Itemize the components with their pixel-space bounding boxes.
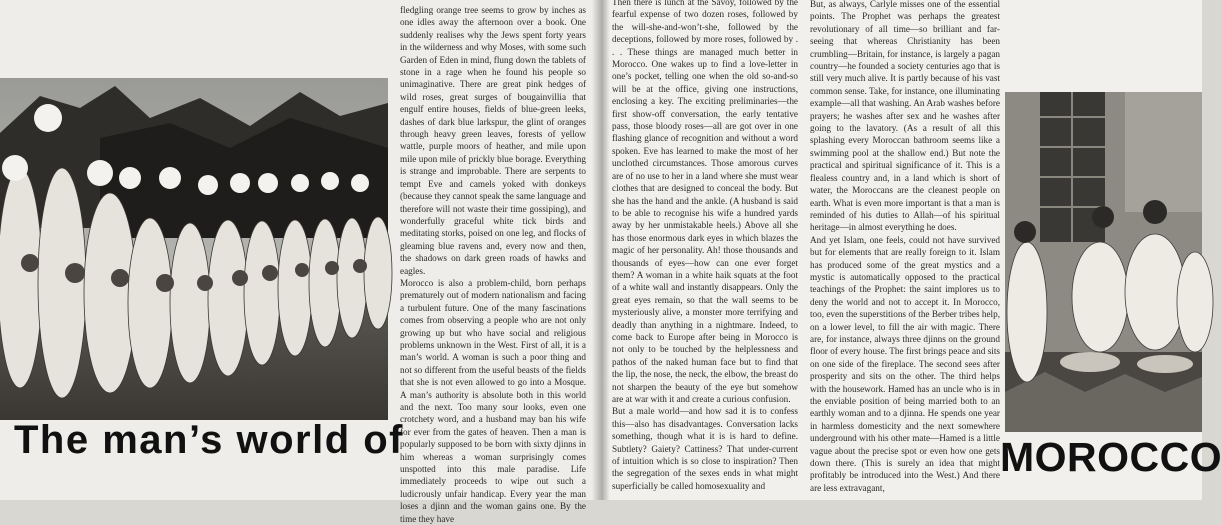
col3-paragraph-2: And yet Islam, one feels, could not have survived but for elements that are really foreign to it. Islam has produced some of the great mystics and a mystic is automatically opposed to the practical teachings of the Prophet: the saint implores us to deny the world and not to accept it. In Morocco, too, even the superstitions of the Berber tribes help, on a lower level, to fill the air with magic. There are, for instance, always three djinns on the ground floor of every house. The first brings peace and sits on one side of the fireplace. The second sees after prosperity and sits on the other. The third helps with the housework. Hamed has an uncle who is in the enviable position of being married both to an earthly woman and to a djinna. He spends one year in harmless domesticity and the next somewhere underground with his other mate—Hamed is a little vague about the precise spot or even how one gets down there. (This is surely an idea that might profitably be introduced into the West.) And there are less extravagant, [810,234,1000,493]
headline-right: MOROCCO [1000,434,1222,480]
photo-berber-dancers [0,78,388,420]
col1-paragraph-2: Morocco is also a problem-child, born perhaps prematurely out of modern nationalism and facing a turbulent future. One of the many fascinations comes from observing a people who are not only growing up but who have social and religious problems unknown in the West. First of all, it is a man’s world. A woman is such a poor thing and not so different from the useful beasts of the fields that she is not even allowed to go into a Mosque. A man’s authority is absolute both in this world and the next. Too many sour looks, even one crotchety word, and a husband may ban his wife for ever from the gates of heaven. Then a man is popularly supposed to be born with sixty djinns in him whereas a woman surprisingly comes unspotted into this male paradise. Life immediately proceeds to wipe out such a ludicrously unfair handicap. Every year the man loses a djinn and the woman gains one. By the time they have [400,277,586,524]
col1-paragraph-1: fledgling orange tree seems to grow by inches as one idles away the afternoon over a book. One suddenly realises why the Jews spent forty years in the wilderness and why Moses, with some such Garden of Eden in mind, flung down the tablets of stone in a rage when he found his people so unimaginative. There are great pink hedges of wild roses, great surges of bougainvillia that engulf entire houses, fields of blue-green leeks, dashes of dark blue larkspur, the glint of oranges through heavy green leaves, forests of yellow wattle, purple moors of heather, and mile upon mile upon mile of prickly blue borage. Everything is strange and improbable. There are serpents to tempt Eve and camels yoked with donkeys (because they cannot speak the same language and therefore will not waste their time gossiping), and wonderfully graceful white tick birds and meditating storks, poised on one leg, and flocks of gleaming blue ravens and, every now and then, the shadows on dark green roads of hawks and eagles. [400,5,586,276]
col2-paragraph-1: Then there is lunch at the Savoy, followed by the fearful expense of two dozen roses, followed by the will-she-and-won’t-she, followed by the deceptions, followed by more roses, followed by . . . These things are managed much better in Morocco. One wakes up to find a love-letter in one’s pocket, telling one when the old so-and-so will be at the office, giving one instructions, enclosing a key. The exciting preliminaries—the first show-off conversation, the early tentative pass, those bloody roses—all are got over in one flashing glance of recognition and without a word spoken. Eve has learned to make the most of her unclothed circumstances. Those amorous curves are of no use to her in a land where she must wear clothes that are designed to conceal the body. But she has the hand and the ankle. (A husband is said to be able to recognise his wife a hundred yards away by her unmistakable heels.) Above all she has those enormous dark eyes in which blazes the magic of her personality. Ah! those thousands and thousands of eyes—how can one ever forget them? A woman in a white haik squats at the foot of a white wall and instantly disappears. Only the great eyes remain, so that the wall seems to be mysteriously alive, a monster more terrifying and deadly than anything in a nightmare. Indeed, to come back to Europe after being in Morocco is not only to be touched by the helplessness and pathos of the naked human face but to find that the lip, the nose, the neck, the elbow, the breast do not sharpen the beauty of the eye but somehow are at war with it and create a curious confusion. [612,0,798,404]
text-column-2 [612,0,798,492]
col2-paragraph-2: But a male world—and how sad it is to confess this—also has disadvantages. Conversation lacks something, though what it is is hard to define. Subtlety? Gaiety? Cattiness? That under-current of intuition which is so close to inspiration? Then the segregation of the sexes ends in what might superficially be called homosexuality and [612,406,798,491]
photo-berber-dancers-image [0,78,388,420]
photo-musicians-image [1005,92,1202,432]
text-column-1 [400,4,586,525]
photo-musicians [1005,92,1202,432]
headline-left: The man’s world of [14,418,404,462]
text-column-3 [810,0,1000,494]
book-gutter [592,0,610,500]
col3-paragraph-1: But, as always, Carlyle misses one of the essential points. The Prophet was perhaps the greatest revolutionary of all time—so brilliant and far-seeing that whereas Christianity has been crumbling—Britain, for instance, is largely a pagan country—he founded a society centuries ago that is still very much alive. It is partly because of his vast common sense. Take, for instance, one illuminating example—all that washing. An Arab washes before prayers; he washes after sex and he washes after going to the lavatory. (As a result of all this splashing every Moroccan bathroom seems like a swimming pool at the shallow end.) But note the practical and spiritual significance of it. This is a flealess country and, in a land which is short of water, the Moroccans are the cleanest people on earth. What is even more important is that a man is reminded of his duties to Allah—of his spiritual heritage—in almost everything he does. [810,0,1000,233]
